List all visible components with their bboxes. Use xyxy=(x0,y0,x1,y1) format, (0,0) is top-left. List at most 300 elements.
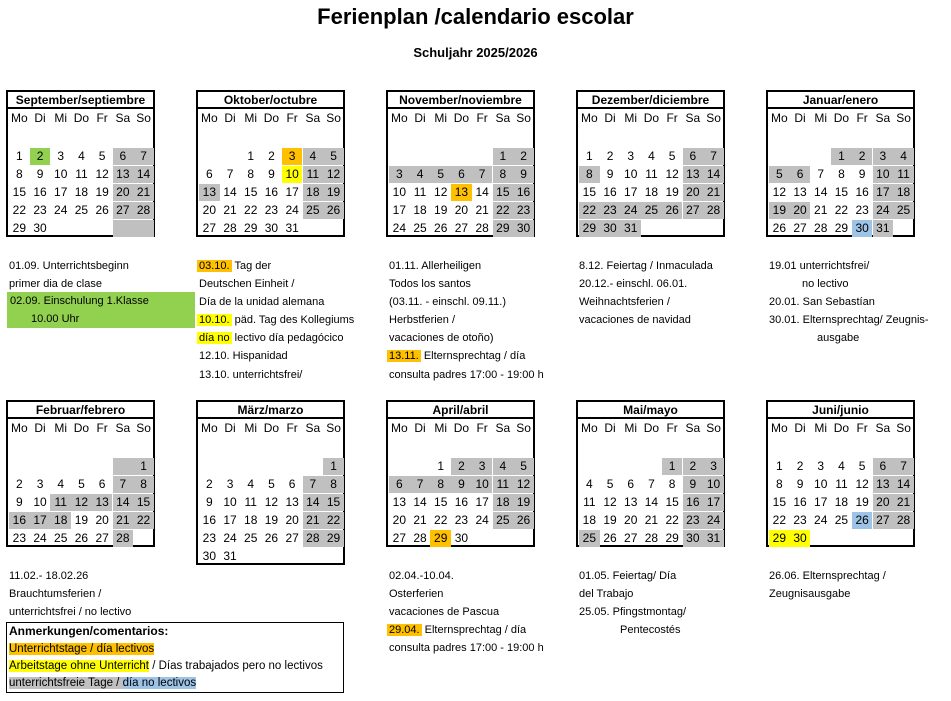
weekday-label: Sa xyxy=(495,421,511,435)
day-cell: 22 xyxy=(493,202,514,219)
day-cell: 16 xyxy=(202,513,217,527)
day-cell: 29 xyxy=(579,220,600,237)
day-cell: 1 xyxy=(493,148,514,165)
note-sep-4: 10.00 Uhr xyxy=(7,310,195,328)
day-cell: 25 xyxy=(641,202,662,219)
note-apr-4: 29.04. Elternsprechtag / día xyxy=(389,624,527,636)
day-cell: 20 xyxy=(873,494,894,511)
day-cell: 26 xyxy=(74,531,89,545)
day-cell: 28 xyxy=(113,530,134,547)
day-cell: 31 xyxy=(620,220,641,237)
month-calendar xyxy=(386,400,535,547)
day-cell: 10 xyxy=(33,495,47,509)
day-cell: 12 xyxy=(434,185,448,199)
weekday-label: Mo xyxy=(11,111,28,125)
day-cell: 19 xyxy=(323,184,344,201)
day-cell: 15 xyxy=(434,495,448,509)
day-cell: 11 xyxy=(303,166,324,183)
day-cell: 2 xyxy=(683,458,704,475)
note-nov-2: Todos los santos xyxy=(389,278,471,290)
note-dec-2: 20.12.- einschl. 06.01. xyxy=(579,278,688,290)
day-cell: 18 xyxy=(413,203,427,217)
note-apr-5: consulta padres 17:00 - 19:00 h xyxy=(389,642,544,654)
note-jan-1: 19.01 unterrichtsfrei/ xyxy=(769,260,870,272)
day-cell: 25 xyxy=(54,531,68,545)
day-cell: 23 xyxy=(600,202,621,219)
day-cell: 22 xyxy=(665,513,679,527)
day-cell: 21 xyxy=(223,203,237,217)
day-cell: 29 xyxy=(834,221,849,235)
day-cell: 1 xyxy=(247,149,255,163)
weekday-label: So xyxy=(326,111,341,125)
month-name: Juni/junio xyxy=(768,403,913,417)
weekday-label: Sa xyxy=(495,111,511,125)
note-feb-3: unterrichtsfrei / no lectivo xyxy=(9,606,132,618)
day-cell: 7 xyxy=(303,476,324,493)
weekday-label: Fr xyxy=(286,111,298,125)
empty-day-cell xyxy=(113,458,134,475)
note-dec-4: vacaciones de navidad xyxy=(579,314,691,326)
day-cell: 28 xyxy=(475,221,489,235)
weekday-label: Do xyxy=(833,421,850,435)
month-calendar xyxy=(196,90,345,237)
day-cell: 14 xyxy=(303,494,324,511)
day-cell: 22 xyxy=(834,203,849,217)
day-cell: 10 xyxy=(223,495,237,509)
day-cell: 26 xyxy=(603,531,617,545)
day-cell: 18 xyxy=(244,513,258,527)
weekday-label: Mo xyxy=(391,111,408,125)
weekday-label: Sa xyxy=(875,111,891,125)
day-cell: 12 xyxy=(264,495,279,509)
weekday-label: Di xyxy=(604,111,616,125)
day-cell: 25 xyxy=(74,203,89,217)
day-cell: 7 xyxy=(472,166,493,183)
weekday-label: Mo xyxy=(11,421,28,435)
note-sep-3: 02.09. Einschulung 1.Klasse xyxy=(7,292,195,310)
day-cell: 28 xyxy=(644,531,659,545)
weekday-label: Sa xyxy=(115,111,131,125)
day-cell: 15 xyxy=(834,185,849,199)
day-cell: 19 xyxy=(855,495,869,509)
note-jan-4: 30.01. Elternsprechtag/ Zeugnis- xyxy=(769,314,929,326)
day-cell: 24 xyxy=(475,513,489,527)
month-name: Januar/enero xyxy=(768,93,913,107)
day-cell: 13 xyxy=(873,476,894,493)
day-cell: 4 xyxy=(493,458,514,475)
note-oct-6: 12.10. Hispanidad xyxy=(199,350,288,362)
day-cell: 27 xyxy=(624,531,638,545)
legend-row-no-lectivos xyxy=(9,675,196,692)
legend-box xyxy=(6,622,344,693)
day-cell: 24 xyxy=(873,202,894,219)
day-cell: 13 xyxy=(285,495,299,509)
day-cell: 29 xyxy=(323,530,344,547)
day-cell: 20 xyxy=(95,513,109,527)
day-cell: 30 xyxy=(683,530,704,547)
legend-swatch-no-lectivos: unterrichtsfreie Tage / xyxy=(9,677,123,689)
month-calendar xyxy=(386,90,535,237)
day-cell: 24 xyxy=(814,513,828,527)
weekday-label: Mi xyxy=(244,421,258,435)
legend-swatch-working-no-class: Arbeitstage ohne Unterricht xyxy=(9,660,149,672)
day-cell: 22 xyxy=(244,203,258,217)
day-cell: 25 xyxy=(493,512,514,529)
legend-swatch-lectivos: Unterrichtstage / día lectivos xyxy=(9,643,155,655)
note-oct-1: 03.10. Tag der xyxy=(199,260,272,272)
day-cell: 25 xyxy=(413,221,427,235)
weekday-label: Fr xyxy=(476,421,488,435)
day-cell: 27 xyxy=(285,531,299,545)
day-cell: 11 xyxy=(835,477,848,491)
day-cell: 26 xyxy=(434,221,448,235)
day-cell: 21 xyxy=(893,494,914,511)
weekday-label: Fr xyxy=(96,421,108,435)
day-cell: 24 xyxy=(392,221,407,235)
day-cell: 20 xyxy=(454,203,469,217)
day-cell: 25 xyxy=(244,531,258,545)
empty-day-cell xyxy=(113,220,134,237)
day-cell: 5 xyxy=(668,149,676,163)
month-calendar xyxy=(766,90,915,237)
day-cell: 12 xyxy=(513,476,534,493)
day-cell: 10 xyxy=(703,476,724,493)
day-cell: 26 xyxy=(95,203,109,217)
day-cell: 8 xyxy=(247,167,255,181)
day-cell: 29 xyxy=(665,531,679,545)
day-cell: 26 xyxy=(852,512,873,529)
day-cell: 19 xyxy=(74,513,89,527)
day-cell: 11 xyxy=(413,185,427,199)
month-name: November/noviembre xyxy=(388,93,533,107)
weekday-label: Sa xyxy=(685,421,701,435)
day-cell: 19 xyxy=(513,494,534,511)
day-cell: 2 xyxy=(30,148,51,165)
weekday-label: Mo xyxy=(581,111,598,125)
day-cell: 22 xyxy=(579,202,600,219)
day-cell: 18 xyxy=(74,185,89,199)
weekday-label: Do xyxy=(73,421,90,435)
day-cell: 28 xyxy=(814,221,828,235)
day-cell: 13 xyxy=(392,495,407,509)
weekday-label: So xyxy=(516,421,531,435)
day-cell: 8 xyxy=(16,167,23,181)
day-cell: 6 xyxy=(98,477,106,491)
day-cell: 31 xyxy=(285,221,299,235)
weekday-label: Fr xyxy=(96,111,108,125)
day-cell: 21 xyxy=(303,512,324,529)
day-cell: 20 xyxy=(624,513,638,527)
note-oct-2: Deutschen Einheit / xyxy=(199,278,295,290)
weekday-label: Fr xyxy=(666,421,678,435)
day-cell: 24 xyxy=(620,202,641,219)
weekday-label: So xyxy=(706,421,721,435)
day-cell: 18 xyxy=(303,184,324,201)
weekday-label: Fr xyxy=(286,421,298,435)
day-cell: 3 xyxy=(226,477,234,491)
weekday-label: So xyxy=(896,111,911,125)
day-cell: 7 xyxy=(703,148,724,165)
day-cell: 8 xyxy=(430,476,451,493)
day-cell: 16 xyxy=(793,495,807,509)
day-cell: 31 xyxy=(223,549,237,563)
day-cell: 17 xyxy=(475,495,489,509)
note-nov-3: (03.11. - einschl. 09.11.) xyxy=(389,296,506,308)
day-cell: 1 xyxy=(831,148,852,165)
day-cell: 12 xyxy=(772,185,787,199)
day-cell: 28 xyxy=(413,531,427,545)
day-cell: 11 xyxy=(645,167,658,181)
day-cell: 20 xyxy=(683,184,704,201)
day-cell: 17 xyxy=(873,184,894,201)
day-cell: 21 xyxy=(644,513,659,527)
day-cell: 30 xyxy=(790,530,811,547)
empty-day-cell xyxy=(133,220,154,237)
day-cell: 16 xyxy=(33,185,47,199)
weekday-label: Mi xyxy=(54,421,68,435)
day-cell: 10 xyxy=(814,477,828,491)
month-calendar xyxy=(576,90,725,237)
day-cell: 21 xyxy=(475,203,489,217)
day-cell: 31 xyxy=(703,530,724,547)
day-cell: 23 xyxy=(454,513,469,527)
day-cell: 13 xyxy=(683,166,704,183)
day-cell: 14 xyxy=(814,185,828,199)
note-dec-3: Weihnachtsferien / xyxy=(579,296,670,308)
day-cell: 27 xyxy=(95,531,109,545)
day-cell: 3 xyxy=(389,166,410,183)
weekday-label: Do xyxy=(263,111,280,125)
weekday-label: So xyxy=(896,421,911,435)
day-cell: 8 xyxy=(579,166,600,183)
weekday-label: So xyxy=(136,111,151,125)
note-jan-3: 20.01. San Sebastían xyxy=(769,296,875,308)
day-cell: 6 xyxy=(873,458,894,475)
day-cell: 1 xyxy=(437,459,445,473)
day-cell: 1 xyxy=(323,458,344,475)
note-oct-highlight-5: día no xyxy=(199,332,230,344)
weekday-label: Mi xyxy=(434,111,448,125)
day-cell: 2 xyxy=(606,149,614,163)
day-cell: 25 xyxy=(579,530,600,547)
note-feb-2: Brauchtumsferien / xyxy=(9,588,102,600)
weekday-label: Do xyxy=(73,111,90,125)
day-cell: 7 xyxy=(410,476,431,493)
day-cell: 13 xyxy=(113,166,134,183)
day-cell: 18 xyxy=(50,512,71,529)
day-cell: 18 xyxy=(893,184,914,201)
note-nov-date-6: 13.11. xyxy=(389,350,419,362)
note-nov-7: consulta padres 17:00 - 19:00 h xyxy=(389,369,544,381)
day-cell: 21 xyxy=(113,512,134,529)
weekday-label: Sa xyxy=(305,421,321,435)
day-cell: 9 xyxy=(606,167,614,181)
weekday-label: Mi xyxy=(814,111,828,125)
day-cell: 6 xyxy=(451,166,472,183)
weekday-label: Di xyxy=(414,421,426,435)
day-cell: 12 xyxy=(603,495,617,509)
day-cell: 15 xyxy=(665,495,679,509)
day-cell: 3 xyxy=(703,458,724,475)
day-cell: 22 xyxy=(772,513,787,527)
day-cell: 1 xyxy=(16,149,23,163)
day-cell: 19 xyxy=(603,513,617,527)
day-cell: 30 xyxy=(264,221,279,235)
month-name: Dezember/diciembre xyxy=(578,93,723,107)
weekday-label: Do xyxy=(453,111,470,125)
note-jan-2: no lectivo xyxy=(802,278,849,290)
day-cell: 5 xyxy=(323,148,344,165)
day-cell: 8 xyxy=(776,477,783,491)
note-nov-6: 13.11. Elternsprechtag / día xyxy=(389,350,526,362)
day-cell: 28 xyxy=(133,202,154,219)
day-cell: 29 xyxy=(244,221,258,235)
day-cell: 17 xyxy=(703,494,724,511)
weekday-label: Fr xyxy=(856,421,868,435)
day-cell: 2 xyxy=(268,149,275,163)
day-cell: 4 xyxy=(247,477,255,491)
note-oct-date-4: 10.10. xyxy=(199,314,230,326)
day-cell: 29 xyxy=(430,530,451,547)
note-sep-1: 01.09. Unterrichtsbeginn xyxy=(9,260,129,272)
day-cell: 15 xyxy=(772,495,787,509)
day-cell: 15 xyxy=(12,185,27,199)
day-cell: 18 xyxy=(582,513,597,527)
day-cell: 16 xyxy=(683,494,704,511)
month-calendar xyxy=(6,400,155,547)
note-may-3: 25.05. Pfingstmontag/ xyxy=(579,606,687,618)
note-jun-1: 26.06. Elternsprechtag / xyxy=(769,570,886,582)
day-cell: 17 xyxy=(624,185,638,199)
day-cell: 5 xyxy=(430,166,451,183)
day-cell: 27 xyxy=(113,202,134,219)
note-jan-5: ausgabe xyxy=(817,332,860,344)
day-cell: 17 xyxy=(285,185,299,199)
day-cell: 30 xyxy=(202,549,217,563)
day-cell: 15 xyxy=(244,185,258,199)
day-cell: 5 xyxy=(769,166,790,183)
note-apr-date-4: 29.04. xyxy=(389,624,420,636)
day-cell: 2 xyxy=(16,477,23,491)
day-cell: 3 xyxy=(627,149,635,163)
day-cell: 25 xyxy=(893,202,914,219)
day-cell: 14 xyxy=(413,495,427,509)
page-title: Ferienplan /calendario escolar xyxy=(317,4,634,29)
day-cell: 21 xyxy=(133,184,154,201)
weekday-label: Di xyxy=(224,111,236,125)
day-cell: 15 xyxy=(133,494,154,511)
day-cell: 17 xyxy=(223,513,237,527)
weekday-label: Mi xyxy=(814,421,828,435)
month-name: April/abril xyxy=(388,403,533,417)
day-cell: 4 xyxy=(838,459,845,473)
day-cell: 9 xyxy=(206,495,213,509)
day-cell: 13 xyxy=(793,185,807,199)
month-name: September/septiembre xyxy=(8,93,153,107)
day-cell: 16 xyxy=(855,185,869,199)
day-cell: 19 xyxy=(665,185,679,199)
note-nov-4: Herbstferien / xyxy=(389,314,456,326)
day-cell: 4 xyxy=(586,477,593,491)
day-cell: 8 xyxy=(493,166,514,183)
day-cell: 13 xyxy=(451,184,472,201)
day-cell: 4 xyxy=(303,148,324,165)
month-name: Februar/febrero xyxy=(8,403,153,417)
day-cell: 23 xyxy=(33,203,47,217)
day-cell: 17 xyxy=(54,185,68,199)
weekday-label: Fr xyxy=(856,111,868,125)
day-cell: 24 xyxy=(285,203,299,217)
weekday-label: Di xyxy=(794,421,806,435)
day-cell: 2 xyxy=(206,477,213,491)
day-cell: 23 xyxy=(202,531,217,545)
day-cell: 23 xyxy=(683,512,704,529)
day-cell: 26 xyxy=(264,531,279,545)
day-cell: 10 xyxy=(54,167,68,181)
day-cell: 15 xyxy=(582,185,597,199)
weekday-label: Di xyxy=(604,421,616,435)
month-calendar xyxy=(576,400,725,547)
day-cell: 14 xyxy=(223,185,237,199)
note-nov-5: vacaciones de otoño) xyxy=(389,332,494,344)
weekday-label: So xyxy=(326,421,341,435)
day-cell: 4 xyxy=(648,149,655,163)
day-cell: 20 xyxy=(113,184,134,201)
day-cell: 17 xyxy=(30,512,51,529)
day-cell: 9 xyxy=(513,166,534,183)
day-cell: 12 xyxy=(855,477,869,491)
day-cell: 13 xyxy=(92,494,113,511)
weekday-label: Mi xyxy=(244,111,258,125)
day-cell: 1 xyxy=(586,149,593,163)
note-apr-3: vacaciones de Pascua xyxy=(389,606,500,618)
weekday-label: Mi xyxy=(54,111,68,125)
day-cell: 5 xyxy=(268,477,275,491)
day-cell: 8 xyxy=(838,167,845,181)
day-cell: 3 xyxy=(57,149,65,163)
weekday-label: Mo xyxy=(201,111,218,125)
note-dec-1: 8.12. Feiertag / Inmaculada xyxy=(579,260,713,272)
weekday-label: Sa xyxy=(685,111,701,125)
day-cell: 7 xyxy=(133,148,154,165)
day-cell: 4 xyxy=(57,477,65,491)
weekday-label: Mo xyxy=(391,421,408,435)
day-cell: 30 xyxy=(454,531,469,545)
day-cell: 6 xyxy=(790,166,811,183)
weekday-label: Di xyxy=(34,421,46,435)
day-cell: 18 xyxy=(644,185,659,199)
weekday-label: So xyxy=(516,111,531,125)
day-cell: 13 xyxy=(199,184,220,201)
day-cell: 2 xyxy=(513,148,534,165)
day-cell: 22 xyxy=(133,512,154,529)
day-cell: 16 xyxy=(454,495,469,509)
day-cell: 7 xyxy=(226,167,234,181)
day-cell: 27 xyxy=(202,221,217,235)
day-cell: 30 xyxy=(513,220,534,237)
day-cell: 24 xyxy=(54,203,68,217)
day-cell: 11 xyxy=(893,166,914,183)
note-oct-5: día no lectivo día pedagócico xyxy=(199,332,344,344)
day-cell: 6 xyxy=(389,476,410,493)
day-cell: 23 xyxy=(264,203,279,217)
weekday-label: Mo xyxy=(771,421,788,435)
day-cell: 9 xyxy=(36,167,44,181)
day-cell: 18 xyxy=(834,495,849,509)
day-cell: 19 xyxy=(769,202,790,219)
day-cell: 28 xyxy=(303,530,324,547)
day-cell: 2 xyxy=(852,148,873,165)
